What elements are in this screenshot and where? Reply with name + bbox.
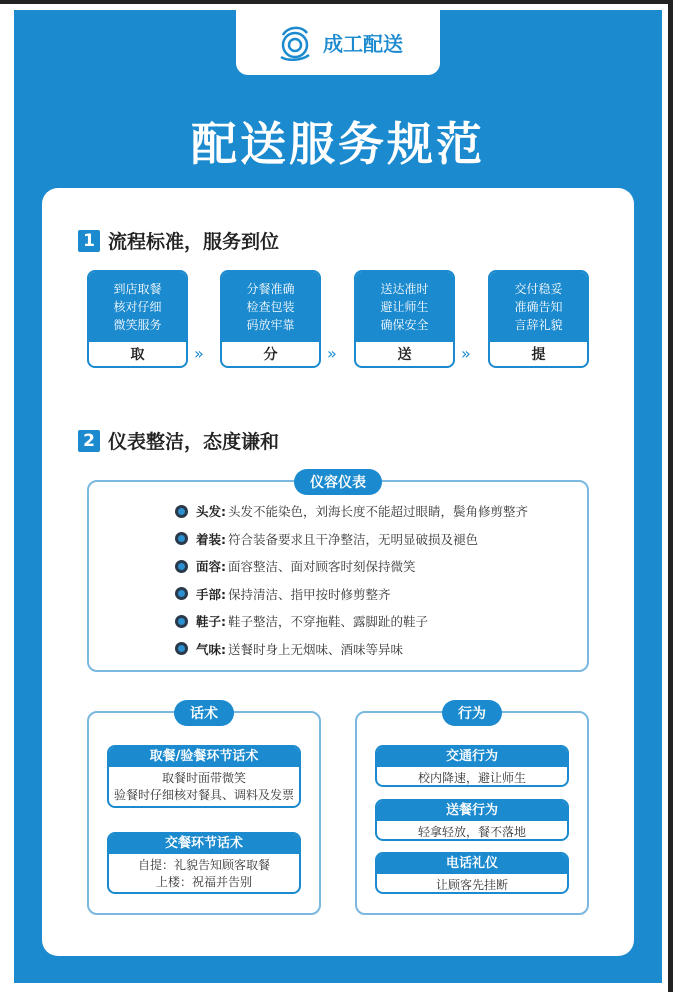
block-body [109, 854, 299, 891]
step-line: 避让师生 [380, 300, 429, 314]
block-title: 交通行为 [377, 747, 567, 767]
step-label: 取 [130, 347, 145, 363]
chevron-right-icon: » [194, 344, 204, 363]
appearance-item [175, 585, 391, 603]
speech-title: 话术 [174, 700, 234, 726]
section-2-heading [78, 427, 279, 454]
step-label: 分 [263, 347, 278, 363]
step-description [89, 272, 186, 342]
step-line: 核对仔细 [113, 300, 162, 314]
appearance-title: 仪容仪表 [294, 469, 382, 495]
item-text: 面容整洁、面对顾客时刻保持微笑 [228, 559, 416, 574]
block-body [377, 767, 567, 787]
block-line: 校内降速，避让师生 [417, 771, 526, 785]
item-text: 保持清洁、指甲按时修剪整齐 [228, 586, 391, 602]
block-line: 上楼：祝福并告别 [155, 875, 252, 889]
block-line: 验餐时仔细核对餐具、调料及发票 [113, 788, 294, 802]
speech-block [107, 745, 301, 808]
top-border [0, 0, 673, 4]
appearance-box [87, 475, 589, 672]
step-line: 微笑服务 [113, 318, 162, 332]
item-text: 头发不能染色，刘海长度不能超过眼睛，鬓角修剪整齐 [228, 504, 529, 519]
hair-icon [175, 505, 188, 518]
section-number: 1 [78, 230, 100, 252]
process-step [87, 270, 188, 368]
page-title: 配送服务规范 [191, 117, 485, 171]
step-line: 码放牢靠 [246, 318, 295, 332]
step-label: 提 [531, 347, 546, 363]
block-body [377, 821, 567, 841]
step-description [490, 272, 587, 342]
right-border [668, 0, 673, 992]
item-text: 符合装备要求且干净整洁，无明显破损及褪色 [228, 531, 479, 547]
process-step [488, 270, 589, 368]
item-key: 手部: [196, 586, 226, 602]
behavior-title: 行为 [442, 700, 502, 726]
smell-icon [175, 642, 188, 655]
item-text: 鞋子整洁，不穿拖鞋、露脚趾的鞋子 [228, 614, 429, 629]
block-title: 电话礼仪 [377, 854, 567, 874]
step-description [356, 272, 453, 342]
block-title: 送餐行为 [377, 801, 567, 821]
shoe-icon [175, 615, 188, 628]
process-step [354, 270, 455, 368]
step-line: 言辞礼貌 [514, 318, 563, 332]
brand-name: 成工配送 [323, 32, 403, 56]
step-line: 分餐准确 [246, 282, 295, 296]
section-1-heading [78, 227, 279, 254]
item-key: 头发: [196, 504, 226, 519]
appearance-item [175, 557, 416, 575]
item-key: 鞋子: [196, 614, 226, 629]
chevron-right-icon: » [327, 344, 337, 363]
section-title: 仪表整洁，态度谦和 [108, 431, 280, 453]
appearance-item [175, 612, 428, 630]
step-line: 送达准时 [380, 282, 429, 296]
behavior-block [375, 745, 569, 787]
behavior-block [375, 799, 569, 841]
section-number: 2 [78, 430, 100, 452]
block-line: 取餐时面带微笑 [161, 771, 246, 785]
face-icon [175, 560, 188, 573]
appearance-item [175, 640, 403, 658]
appearance-item [175, 530, 478, 548]
block-title: 取餐/验餐环节话术 [109, 747, 299, 767]
hand-icon [175, 587, 188, 600]
item-text: 送餐时身上无烟味、酒味等异味 [228, 641, 404, 657]
step-line: 到店取餐 [113, 282, 162, 296]
appearance-item [175, 502, 528, 520]
item-key: 面容: [196, 559, 226, 574]
block-title: 交餐环节话术 [109, 834, 299, 854]
courier-mascot-icon [273, 21, 317, 65]
block-line: 轻拿轻放，餐不落地 [417, 825, 526, 839]
process-step [220, 270, 321, 368]
clothing-icon [175, 532, 188, 545]
behavior-block [375, 852, 569, 894]
block-line: 自提：礼貌告知顾客取餐 [137, 858, 270, 872]
block-body [377, 874, 567, 894]
step-line: 确保安全 [380, 318, 429, 332]
step-label: 送 [397, 347, 412, 363]
chevron-right-icon: » [461, 344, 471, 363]
step-description [222, 272, 319, 342]
item-key: 着装: [196, 531, 226, 547]
speech-block [107, 832, 301, 894]
section-title: 流程标准，服务到位 [108, 231, 280, 253]
block-body [109, 767, 299, 804]
brand-logo [236, 10, 440, 75]
step-line: 准确告知 [514, 300, 563, 314]
step-line: 交付稳妥 [514, 282, 563, 296]
step-line: 检查包装 [246, 300, 295, 314]
item-key: 气味: [196, 641, 226, 657]
block-line: 让顾客先挂断 [435, 878, 508, 892]
